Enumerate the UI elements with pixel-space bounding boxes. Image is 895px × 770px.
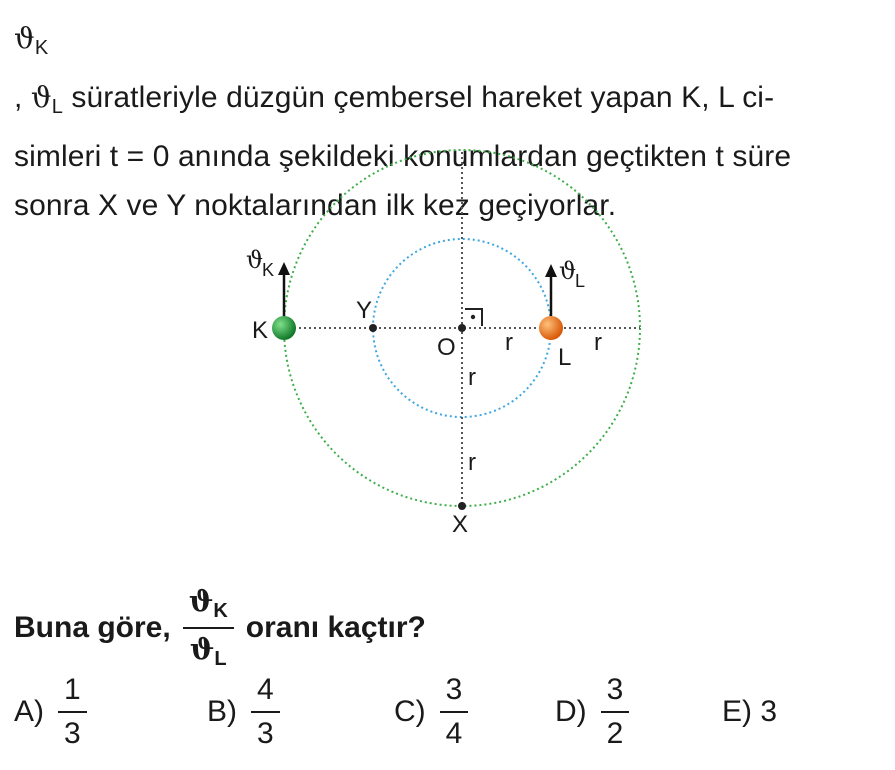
point-O <box>458 324 466 332</box>
ratio-numerator <box>183 585 234 623</box>
point-X <box>458 502 466 510</box>
label-r-inner-vertical: r <box>468 364 476 391</box>
option-denominator: 4 <box>445 717 463 750</box>
option-fraction <box>58 673 87 751</box>
velocity-label-L-sub: L <box>575 271 586 291</box>
ball-L <box>539 316 563 340</box>
ratio-fraction <box>183 585 234 671</box>
ball-K <box>272 316 296 340</box>
arrowhead-L <box>545 264 557 277</box>
label-X: X <box>452 511 469 538</box>
theta-symbol: ϑ <box>188 584 214 618</box>
theta-symbol: ϑ <box>14 21 35 55</box>
theta-symbol: ϑ <box>189 632 215 666</box>
option-e[interactable] <box>722 674 777 750</box>
option-label: B) <box>207 695 237 728</box>
question <box>14 584 426 670</box>
option-fraction <box>251 673 280 751</box>
problem-text: $ϑ_K$ , $ϑ_L$ süratleriyle düzgün çembersel hareket yapan K, L ci- simleri t = 0 anında şekildeki konumlardan geçtikten t süre sonra X ve Y noktalarından ilk kez geçiyorlar. <box>14 14 884 230</box>
option-denominator: 2 <box>606 717 624 750</box>
option-numerator: 3 <box>445 673 463 706</box>
question-suffix: oranı kaçtır? <box>245 611 426 644</box>
option-numerator: 4 <box>257 673 274 706</box>
velocity-label-K-symbol: ϑ <box>246 246 264 274</box>
option-fraction <box>601 673 630 751</box>
label-K: K <box>252 317 269 344</box>
problem-line-1-text: süratleriyle düzgün çembersel hareket yapan K, L ci- <box>62 81 775 114</box>
label-r-outer-horizontal: r <box>594 329 602 356</box>
option-label: E) 3 <box>722 695 778 728</box>
point-Y <box>369 324 377 332</box>
option-c[interactable] <box>394 674 480 750</box>
option-label: D) <box>555 695 587 728</box>
label-r-inner-horizontal: r <box>505 329 513 356</box>
velocity-label-L-symbol: ϑ <box>559 257 577 285</box>
fraction-bar <box>601 711 630 713</box>
fraction-bar <box>251 711 280 713</box>
fraction-bar <box>58 711 87 713</box>
subscript-l: L <box>214 648 227 670</box>
subscript-k: K <box>34 37 49 59</box>
subscript-l: L <box>51 96 63 118</box>
arrowhead-K <box>278 262 290 275</box>
problem-line-2: simleri t = 0 anında şekildeki konumlardan geçtikten t süre <box>14 140 792 173</box>
fraction-bar <box>183 627 234 629</box>
label-r-outer-vertical: r <box>468 449 476 476</box>
label-Y: Y <box>356 297 373 324</box>
right-angle-dot <box>471 315 475 319</box>
fraction-bar <box>440 711 469 713</box>
ratio-denominator <box>184 633 233 671</box>
label-O: O <box>437 334 456 361</box>
option-numerator: 1 <box>64 673 81 706</box>
question-prefix: Buna göre, <box>14 611 171 644</box>
velocity-label-K-sub: K <box>262 260 275 280</box>
option-label: C) <box>394 695 426 728</box>
option-denominator: 3 <box>257 717 274 750</box>
problem-line-3: sonra X ve Y noktalarından ilk kez geçiyorlar. <box>14 189 617 222</box>
option-d[interactable] <box>555 674 641 750</box>
option-numerator: 3 <box>606 673 624 706</box>
option-label: A) <box>14 695 44 728</box>
option-a[interactable] <box>14 674 99 750</box>
subscript-k: K <box>213 600 228 622</box>
option-b[interactable] <box>207 674 292 750</box>
option-denominator: 3 <box>64 717 81 750</box>
answer-options <box>0 674 895 750</box>
option-fraction <box>440 673 469 751</box>
theta-symbol: ϑ <box>30 80 52 114</box>
label-L: L <box>558 344 572 371</box>
